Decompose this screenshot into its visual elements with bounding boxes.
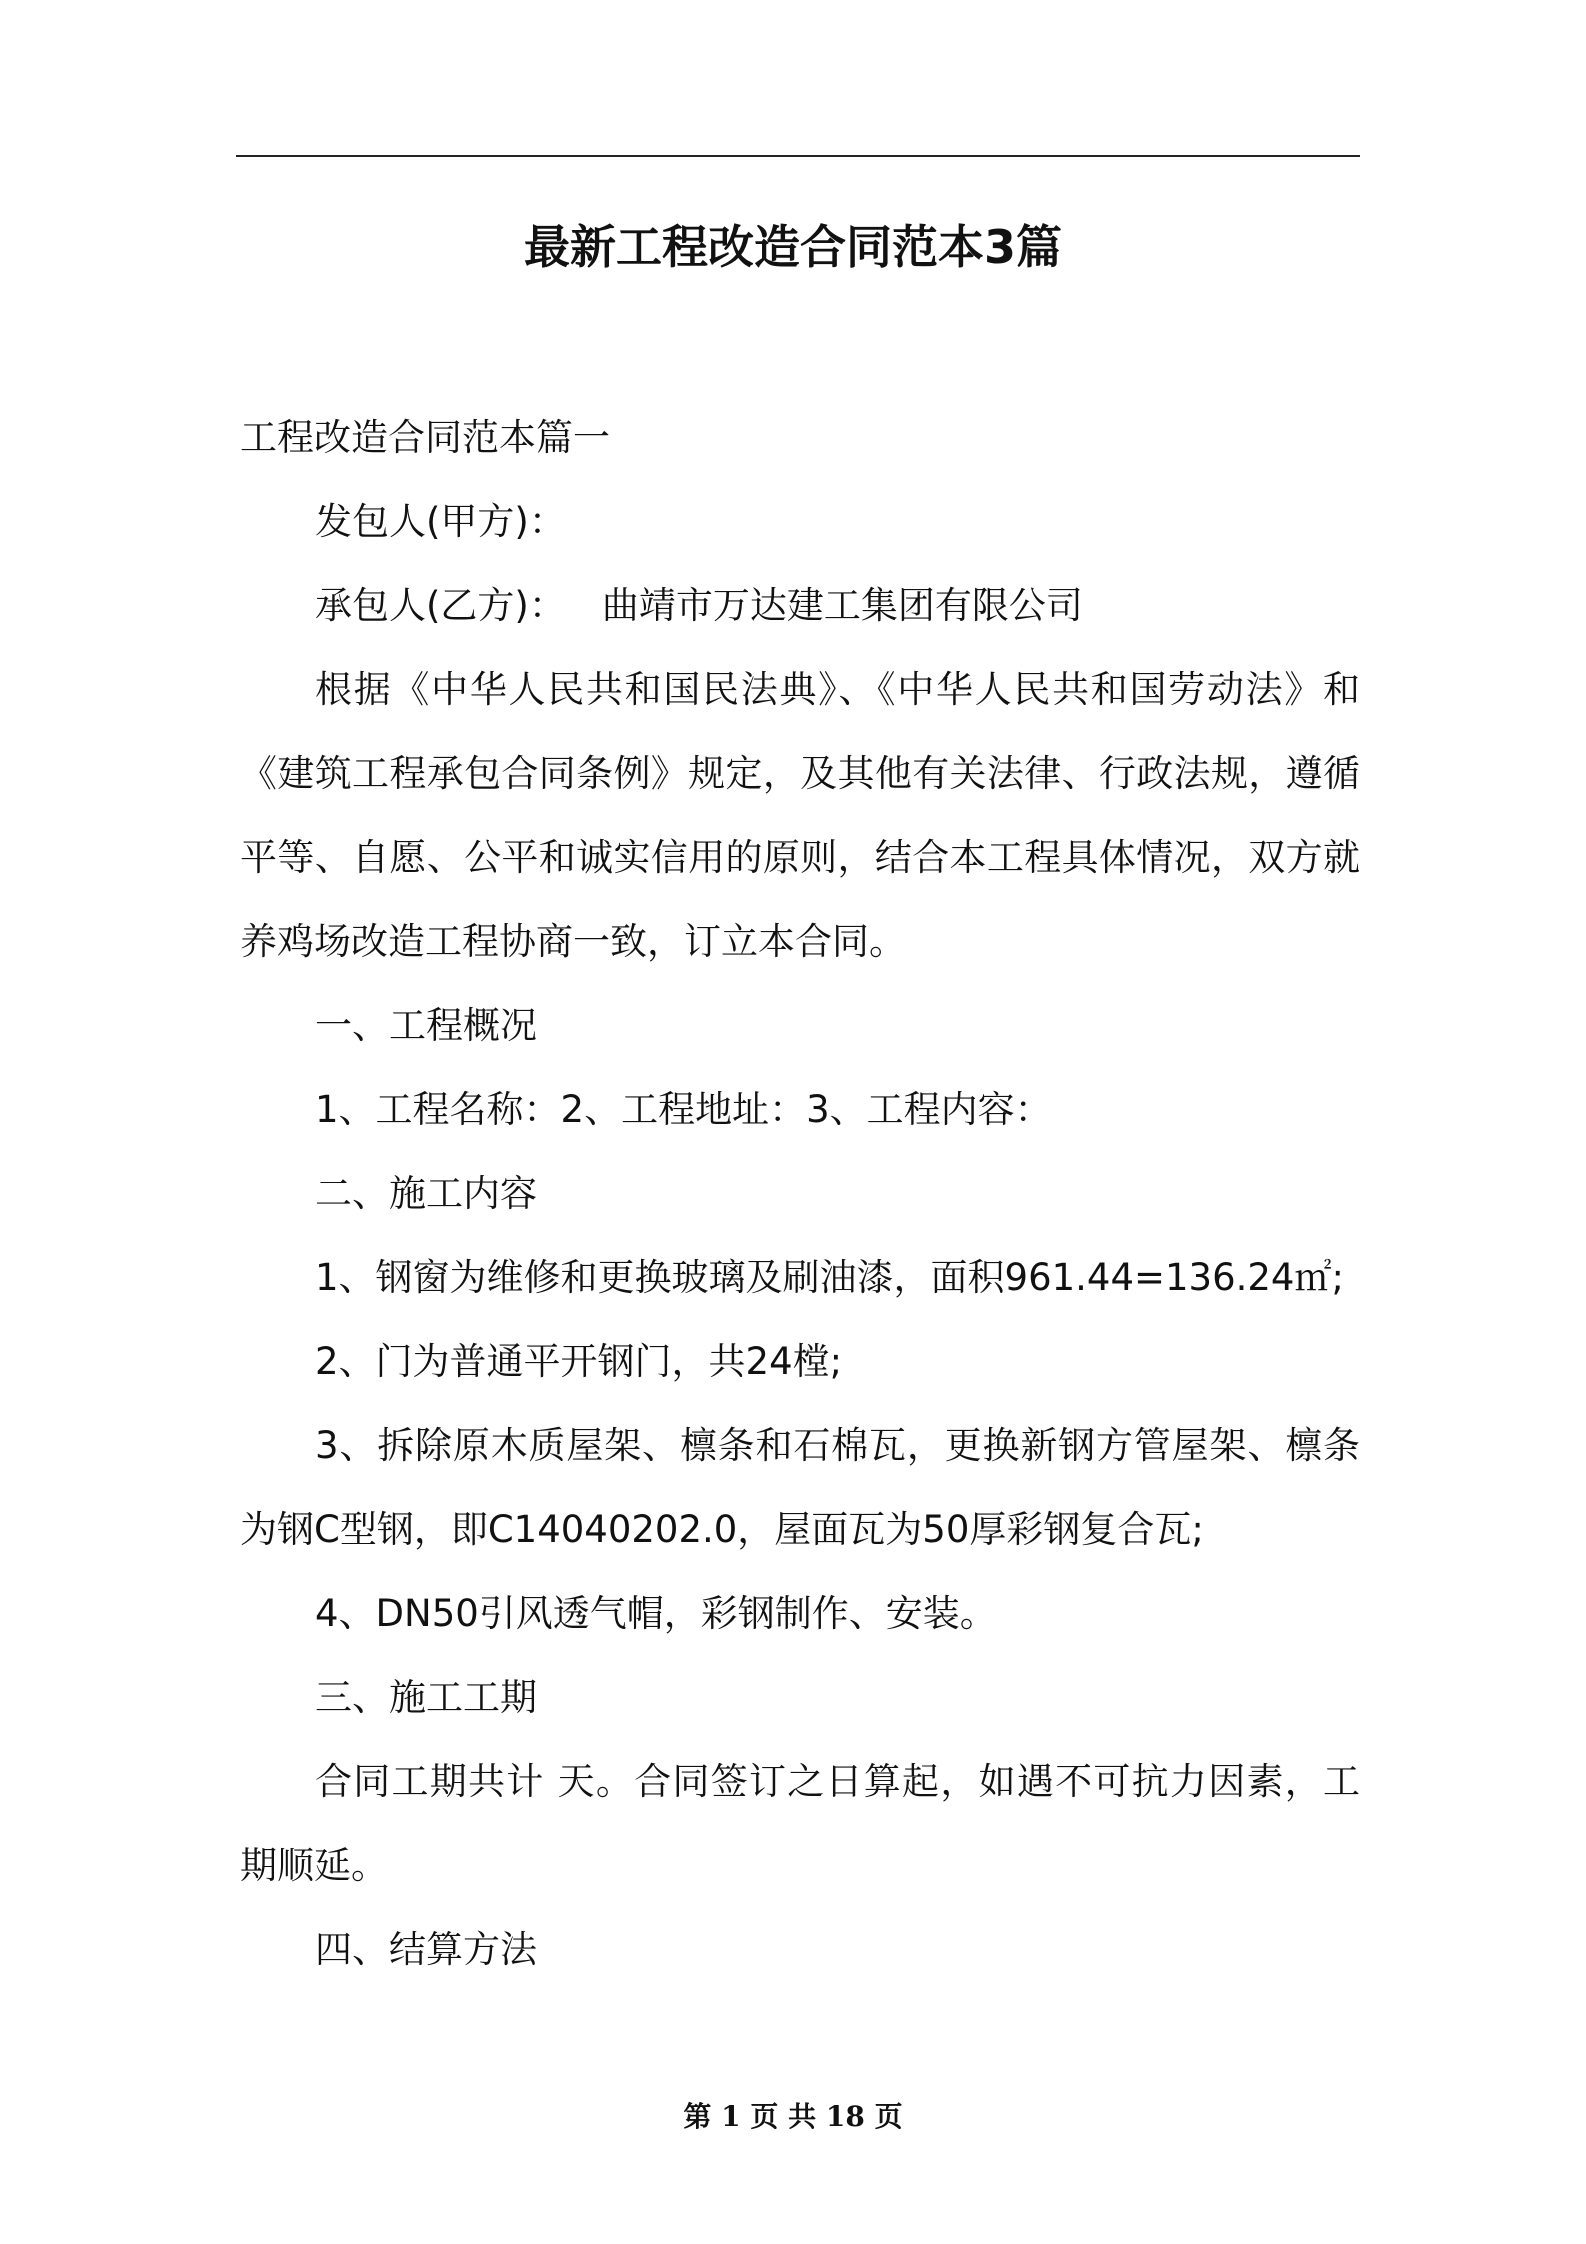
party-b-label: 承包人(乙方)：: [315, 584, 566, 627]
construction-item-3: 3、拆除原木质屋架、檩条和石棉瓦，更换新钢方管屋架、檩条为钢C型钢，即C14040202.0，屋面瓦为50厚彩钢复合瓦;: [240, 1424, 1360, 1551]
schedule-heading: 三、施工工期: [315, 1676, 537, 1719]
section-heading: 工程改造合同范本篇一: [240, 416, 610, 459]
settlement-heading: 四、结算方法: [315, 1928, 537, 1971]
page-number: 第 1 页 共 18 页: [683, 2100, 903, 2133]
construction-heading: 二、施工内容: [315, 1172, 537, 1215]
header-rule: [236, 155, 1360, 157]
construction-item-2: 2、门为普通平开钢门，共24樘;: [315, 1340, 843, 1383]
party-b-line: [240, 564, 1360, 648]
document-title: 最新工程改造合同范本3篇: [523, 220, 1062, 274]
schedule-text: 合同工期共计 天。合同签订之日算起，如遇不可抗力因素，工期顺延。: [240, 1760, 1360, 1887]
overview-heading: 一、工程概况: [315, 1004, 537, 1047]
party-b-name: 曲靖市万达建工集团有限公司: [601, 584, 1083, 627]
document-body: [240, 396, 1360, 1992]
intro-paragraph: 根据《中华人民共和国民法典》、《中华人民共和国劳动法》和《建筑工程承包合同条例》规定，及其他有关法律、行政法规，遵循平等、自愿、公平和诚实信用的原则，结合本工程具体情况，双方就养鸡场改造工程协商一致，订立本合同。: [240, 668, 1360, 963]
overview-items: 1、工程名称：2、工程地址：3、工程内容：: [315, 1088, 1052, 1131]
construction-item-4: 4、DN50引风透气帽，彩钢制作、安装。: [315, 1592, 997, 1635]
construction-item-1: 1、钢窗为维修和更换玻璃及刷油漆，面积961.44=136.24㎡;: [315, 1256, 1344, 1299]
party-a-line: 发包人(甲方)：: [315, 500, 566, 543]
